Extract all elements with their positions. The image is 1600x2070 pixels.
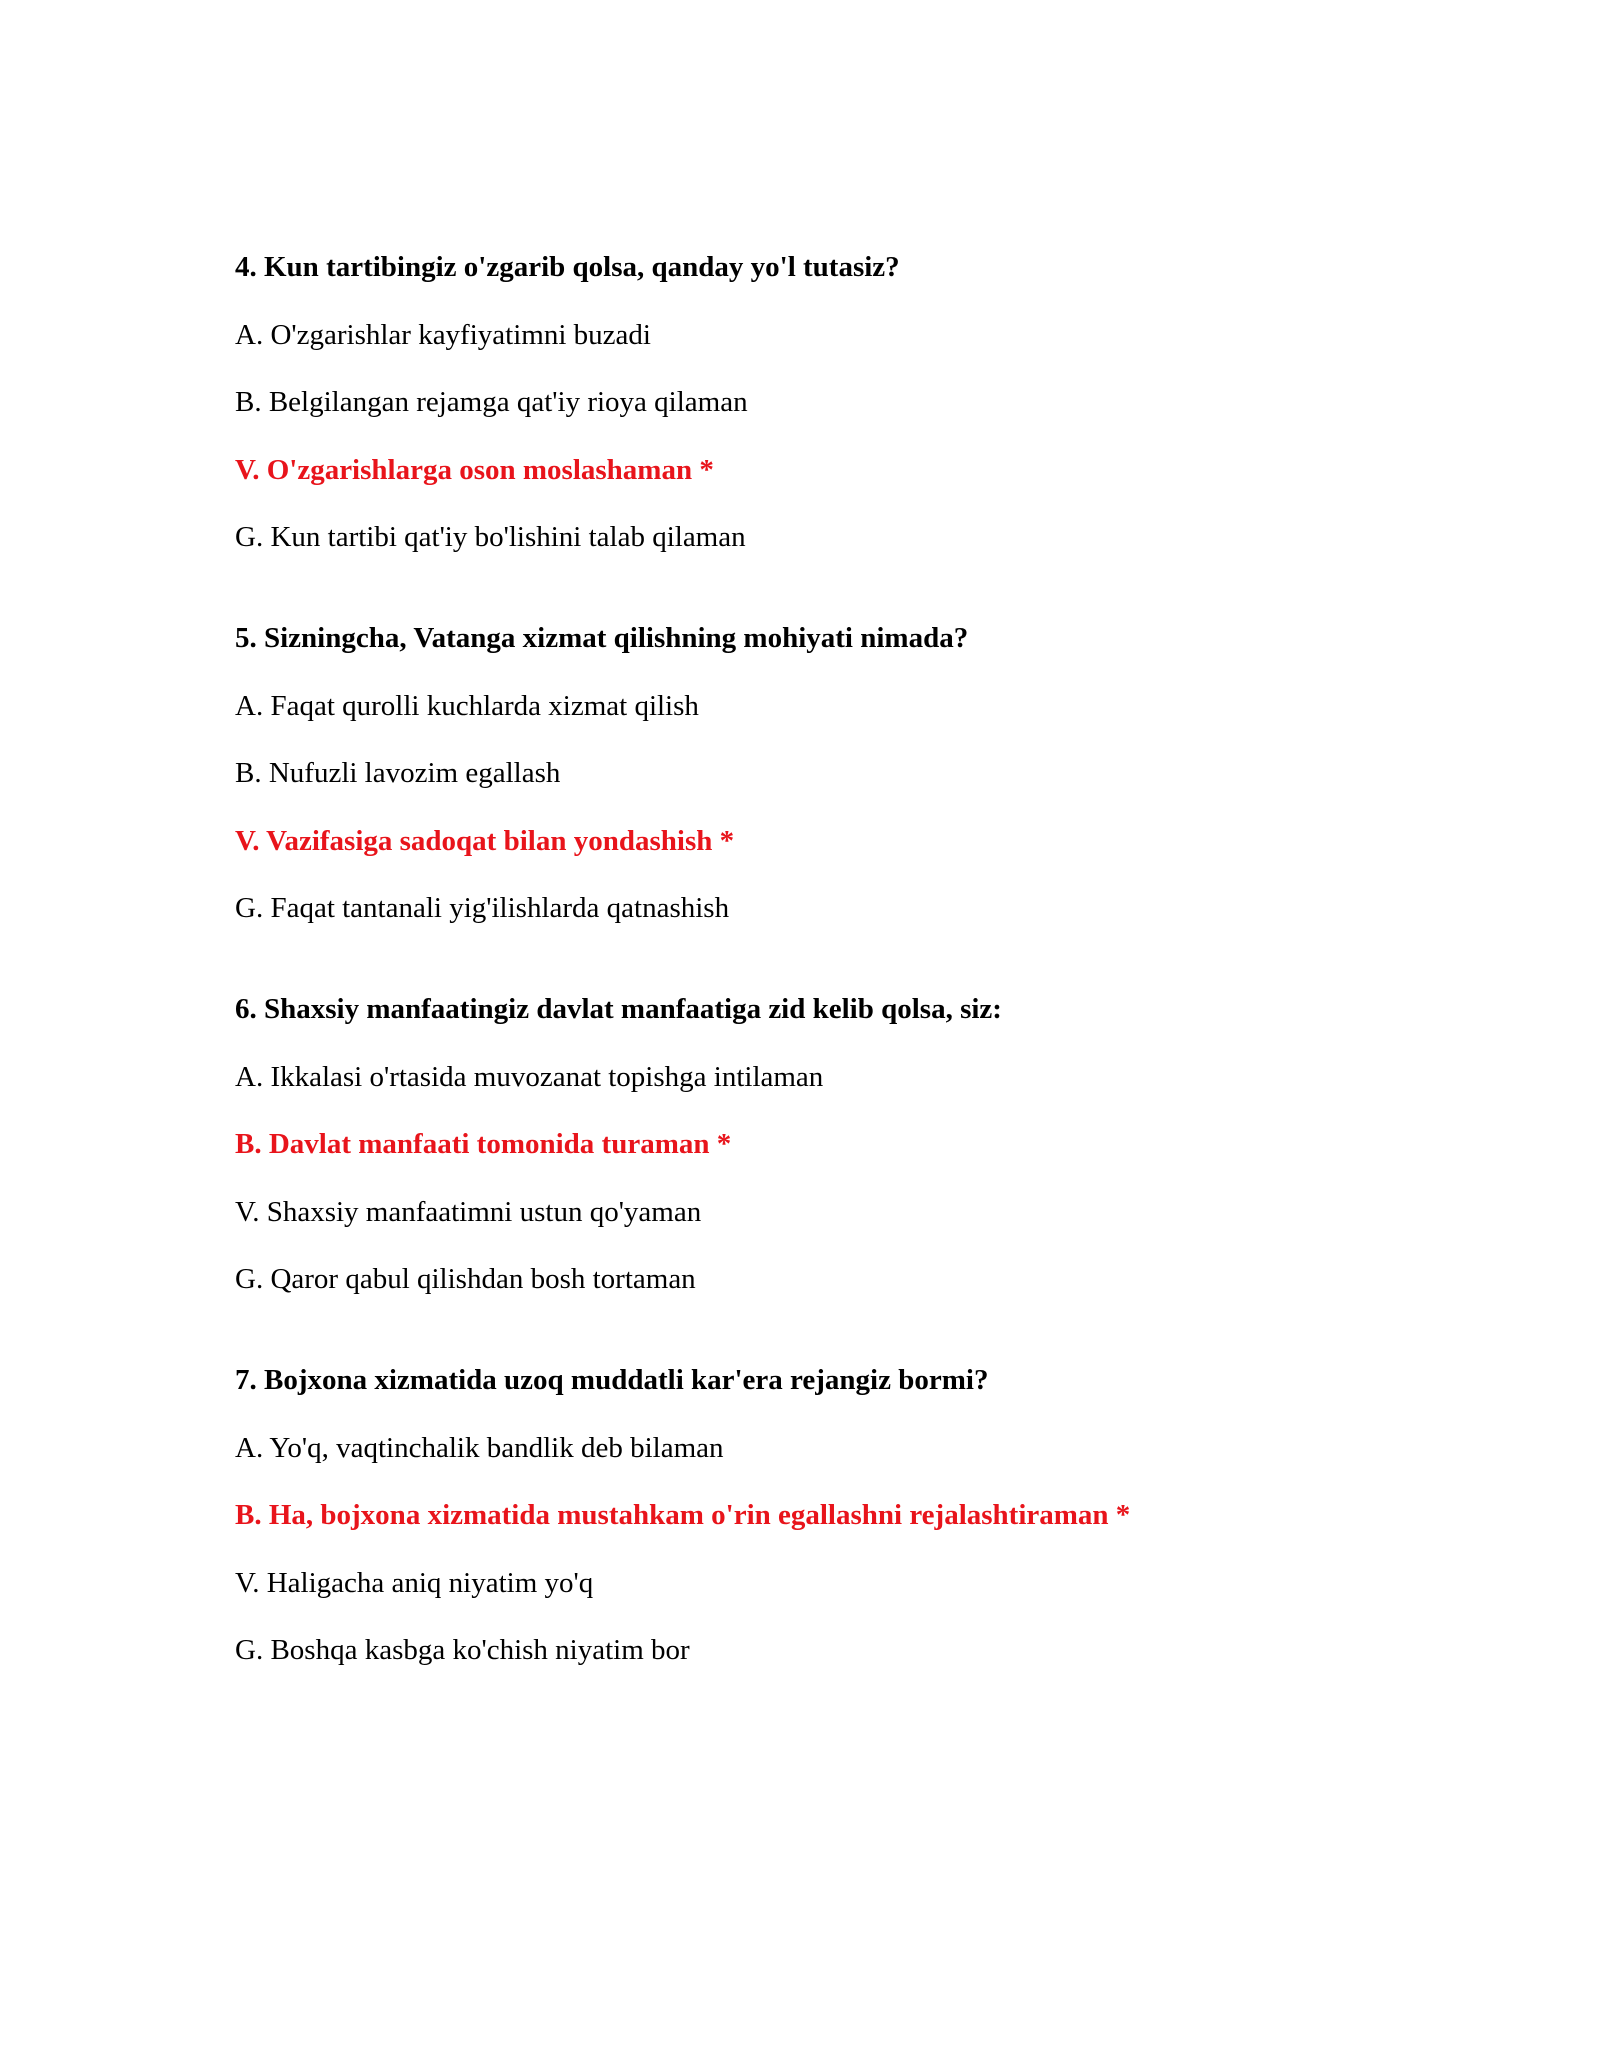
answer-option: G. Qaror qabul qilishdan bosh tortaman: [235, 1263, 696, 1295]
answer-option: V. Shaxsiy manfaatimni ustun qo'yaman: [235, 1195, 702, 1228]
answer-option: A. Ikkalasi o'rtasida muvozanat topishga intilaman: [235, 1060, 824, 1093]
answer-option: A. Faqat qurolli kuchlarda xizmat qilish: [235, 689, 699, 722]
question-title: 6. Shaxsiy manfaatingiz davlat manfaatiga zid kelib qolsa, siz:: [235, 993, 1002, 1025]
answer-option: A. Yo'q, vaqtinchalik bandlik deb bilaman: [235, 1431, 724, 1464]
answer-option: G. Boshqa kasbga ko'chish niyatim bor: [235, 1634, 690, 1666]
question-title: 4. Kun tartibingiz o'zgarib qolsa, qanday yo'l tutasiz?: [235, 251, 900, 283]
correct-answer-option: V. O'zgarishlarga oson moslashaman *: [235, 453, 714, 486]
answer-option: B. Nufuzli lavozim egallash: [235, 757, 561, 789]
question-title: 5. Sizningcha, Vatanga xizmat qilishning mohiyati nimada?: [235, 622, 969, 654]
question-block-5: [235, 621, 1435, 925]
answer-option: B. Belgilangan rejamga qat'iy rioya qilaman: [235, 386, 748, 418]
answer-option: G. Kun tartibi qat'iy bo'lishini talab qilaman: [235, 521, 746, 553]
question-block-4: [235, 250, 1435, 554]
answer-option: G. Faqat tantanali yig'ilishlarda qatnashish: [235, 892, 730, 924]
question-block-7: [235, 1363, 1435, 1667]
question-title: 7. Bojxona xizmatida uzoq muddatli kar'era rejangiz bormi?: [235, 1364, 989, 1396]
answer-option: A. O'zgarishlar kayfiyatimni buzadi: [235, 318, 651, 351]
question-block-6: [235, 992, 1435, 1296]
answer-option: V. Haligacha aniq niyatim yo'q: [235, 1566, 594, 1599]
correct-answer-option: B. Ha, bojxona xizmatida mustahkam o'rin egallashni rejalashtiraman *: [235, 1499, 1131, 1531]
correct-answer-option: B. Davlat manfaati tomonida turaman *: [235, 1128, 732, 1160]
correct-answer-option: V. Vazifasiga sadoqat bilan yondashish *: [235, 824, 735, 857]
document-page: [235, 250, 1435, 1734]
